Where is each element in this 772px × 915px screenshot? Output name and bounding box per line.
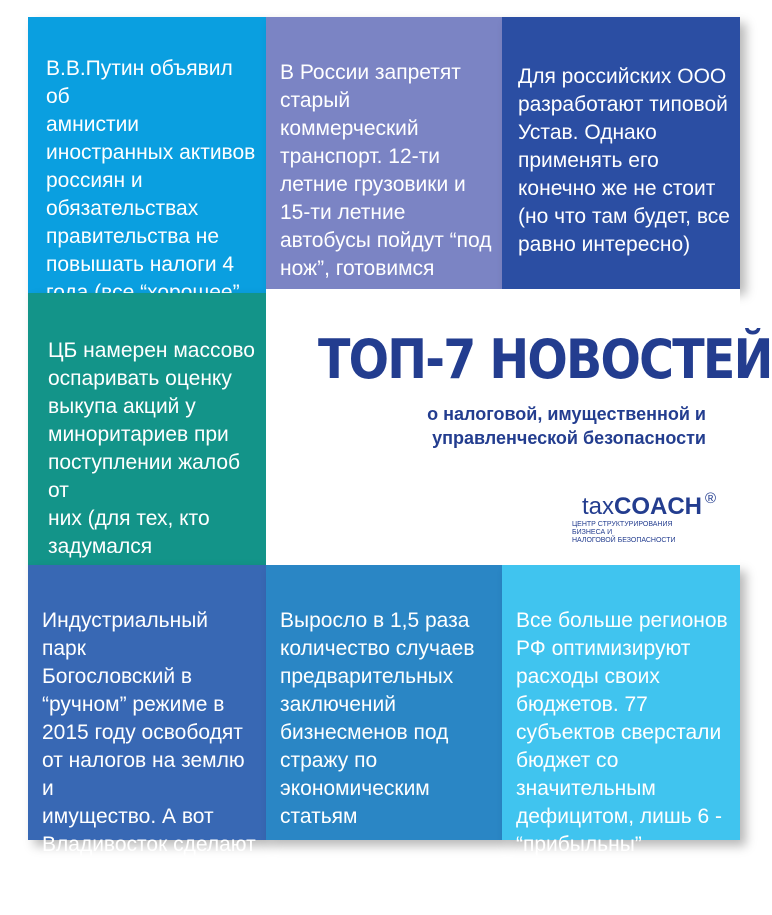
news-tile-central-bank — [28, 293, 266, 565]
brand-name-main: COACH — [614, 493, 702, 520]
news-tile-industrial-park — [28, 565, 266, 912]
brand-logo — [556, 490, 716, 544]
brand-name — [582, 493, 702, 521]
news-text-transport: В России запретят старый коммерческий транспорт. 12-ти летние грузовики и 15-ти летние автобусы пойдут “под нож”, готовимся — [280, 61, 492, 280]
news-tile-regional-budgets — [502, 565, 740, 856]
news-text-regional-budgets: Все больше регионов РФ оптимизируют расходы своих бюджетов. 77 субъектов сверстали бюджет со значительным дефицитом, лишь 6 - “прибыльны” — [516, 609, 728, 856]
news-tile-amnesty — [28, 17, 266, 293]
news-tile-charter — [502, 17, 740, 289]
news-tile-transport — [266, 17, 502, 289]
news-text-amnesty: В.В.Путин объявил об амнистии иностранных активов россиян и обязательствах правительства не повышать налоги 4 — [46, 57, 256, 276]
brand-name-prefix: tax — [581, 493, 614, 520]
news-text-central-bank: ЦБ намерен массово оспаривать оценку выкупа акций у миноритариев при поступлении жалоб от них (для тех, кто задумался — [48, 339, 255, 558]
news-text-detentions: Выросло в 1,5 раза количество случаев предварительных заключений бизнесменов под стражу по экономическим статьям — [280, 609, 475, 828]
title-panel — [266, 289, 772, 565]
news-text-industrial-park: Индустриальный парк Богословский в “ручном” режиме в 2015 году освободят от налогов на землю и имущество. А вот Владивосток сделают открытым портом на постоянку... — [42, 609, 256, 912]
registered-mark: ® — [704, 490, 716, 507]
main-title: ТОП-7 НОВОСТЕЙ — [318, 328, 772, 391]
subtitle: о налоговой, имущественной и управленческой безопасности — [427, 404, 706, 448]
brand-tagline: ЦЕНТР СТРУКТУРИРОВАНИЯ БИЗНЕСА И НАЛОГОВОЙ БЕЗОПАСНОСТИ — [572, 521, 676, 544]
news-text-charter: Для российских ООО разработают типовой Устав. Однако применять его конечно же не стоит (но что там будет, все равно интересно) — [518, 65, 730, 256]
news-tile-detentions — [266, 565, 502, 840]
